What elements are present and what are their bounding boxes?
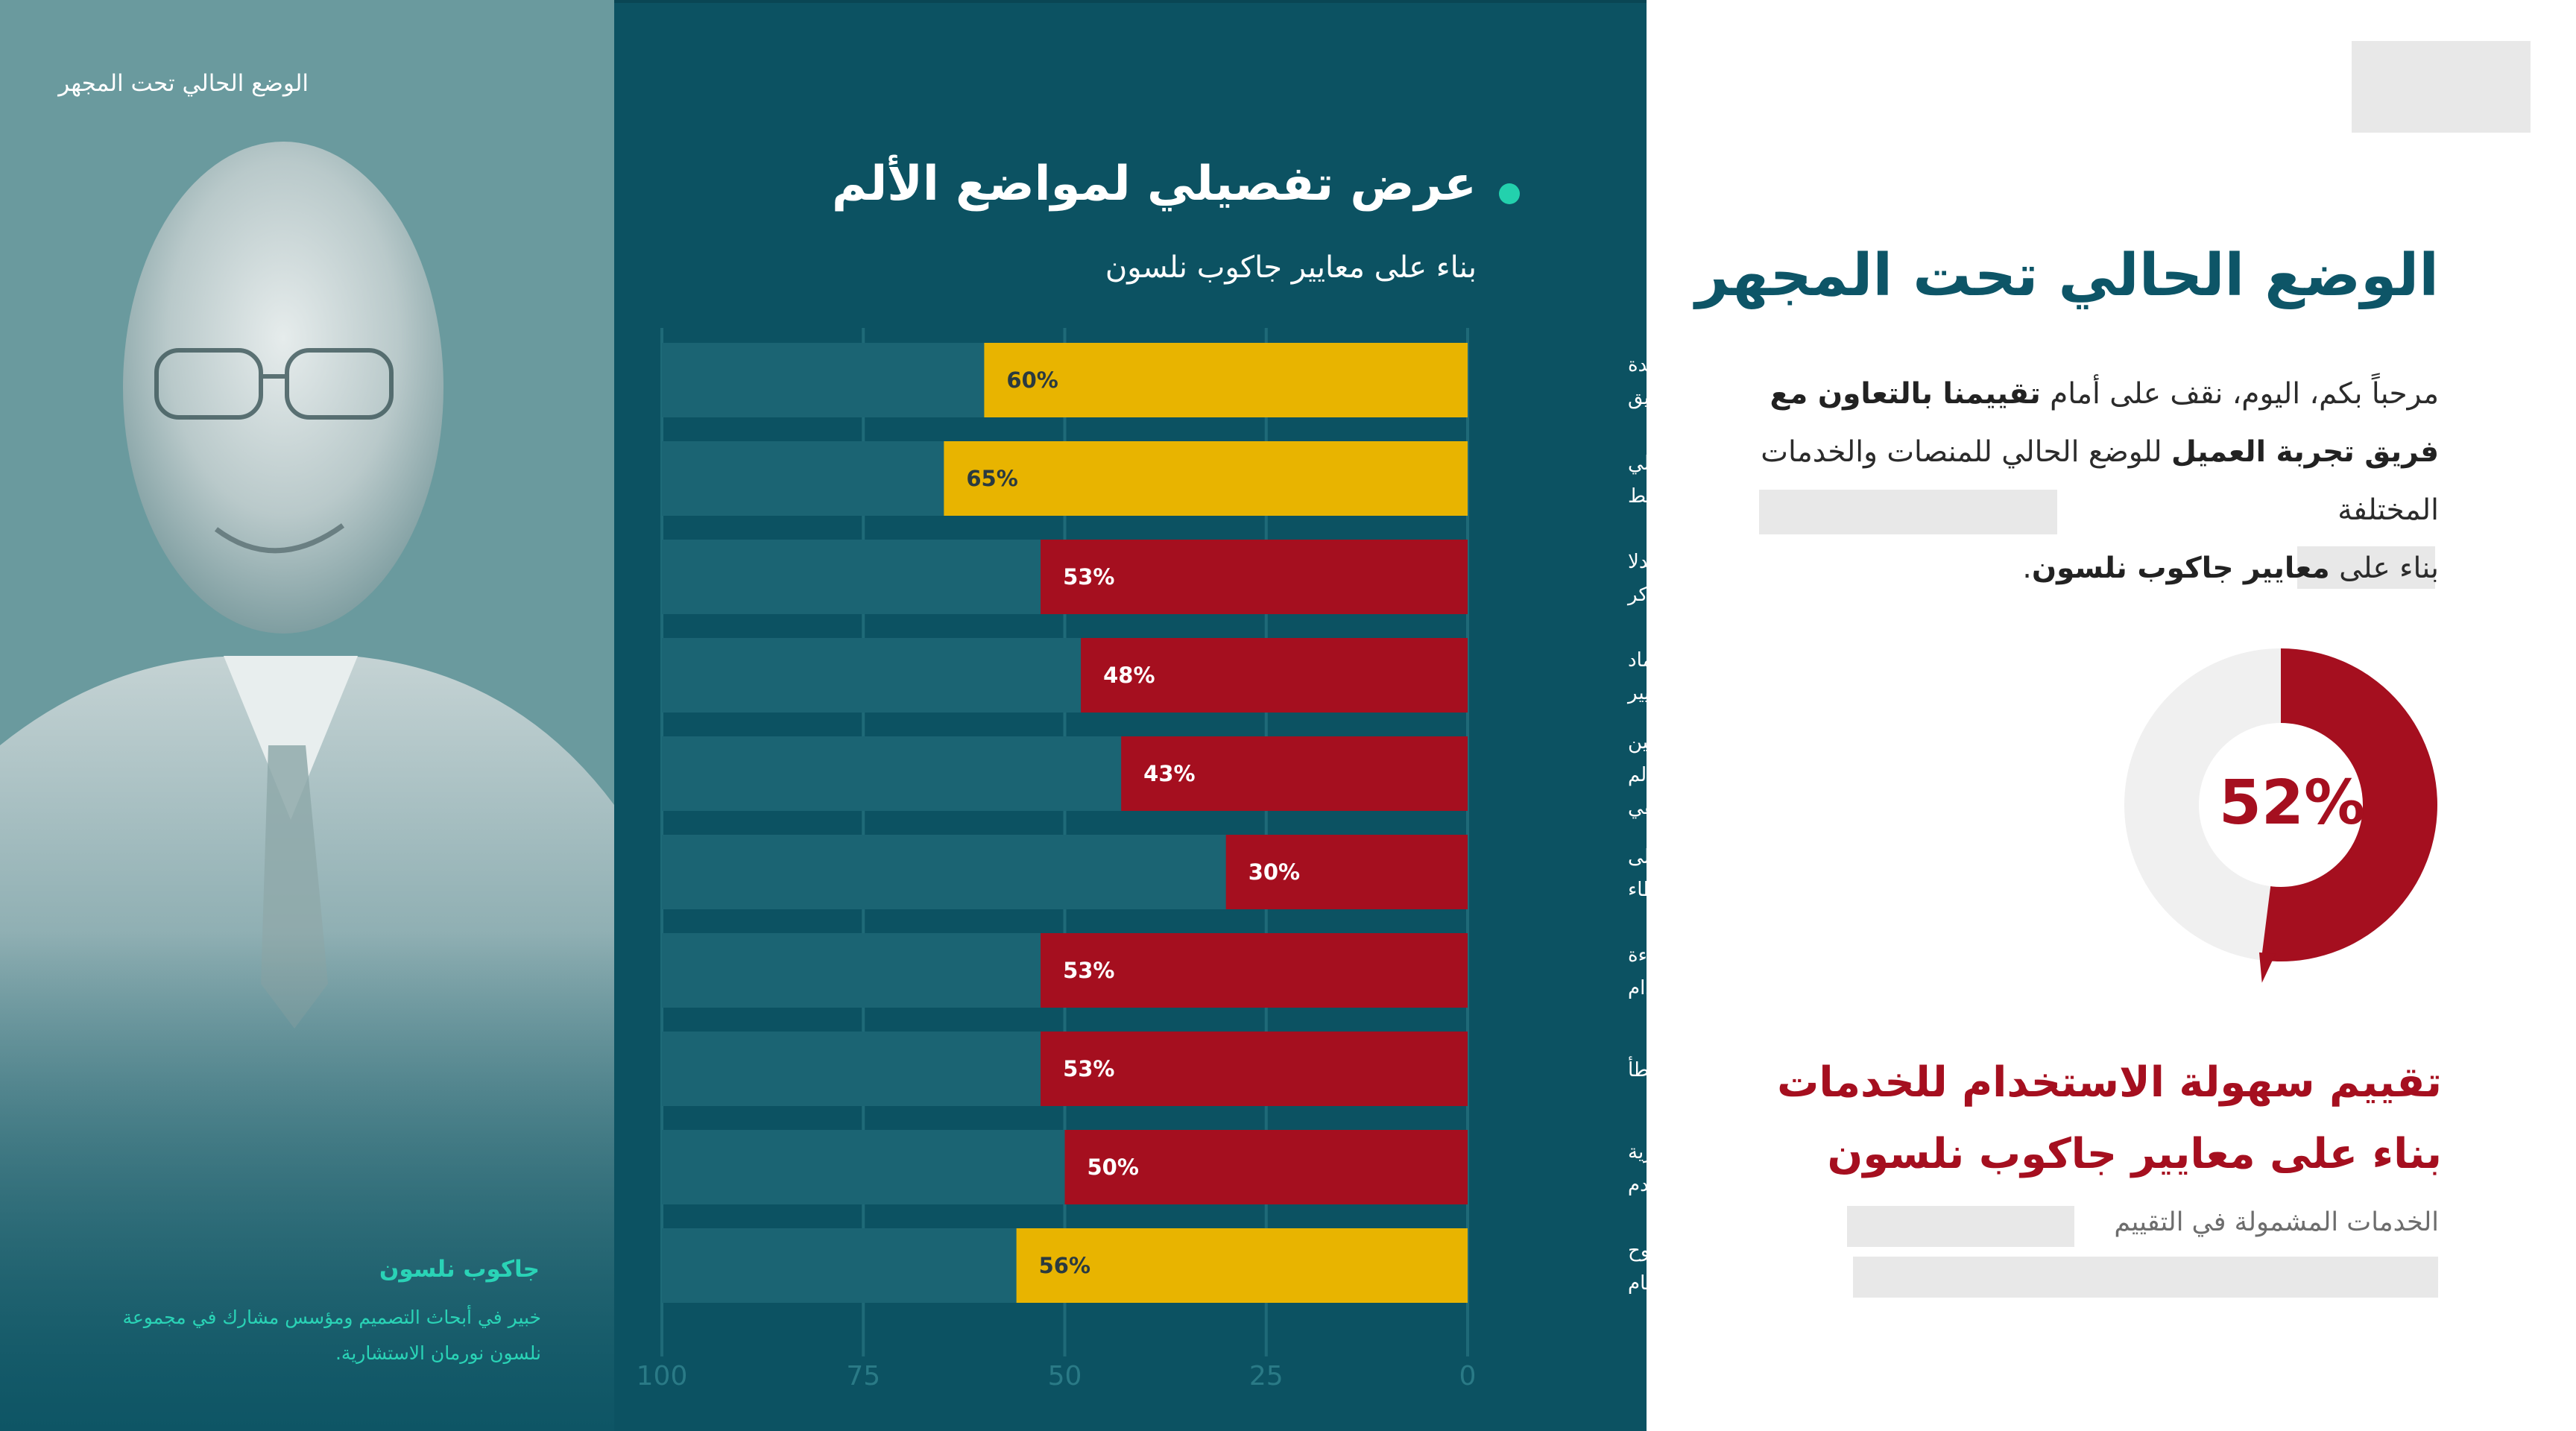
category-label: التطابق بين [1628, 731, 1721, 754]
photo-panel [0, 0, 614, 1431]
category-label: النظام والعالم [1628, 764, 1740, 786]
intro-text: مرحباً بكم، اليوم، نقف على أمام [2040, 377, 2439, 411]
intro-bold-criteria: معايير جاكوب نلسون [2031, 552, 2330, 585]
bar-value-label: 50% [1087, 1154, 1139, 1180]
donut-value-label: 52% [2218, 768, 2366, 838]
usability-subtitle-line1: تقييم سهولة الاستخدام للخدمات [1777, 1058, 2442, 1107]
bar-value-label: 53% [1063, 564, 1115, 590]
category-label: الاستخدام [1628, 977, 1707, 999]
x-tick-label: 50 [1047, 1361, 1082, 1391]
category-label: التعرف على [1628, 846, 1726, 868]
category-label: التصميم الجمالي [1628, 452, 1761, 475]
intro-text: . [2022, 552, 2032, 585]
intro-bold-evaluation: تقييمنا بالتعاون مع فريق تجربة العميل [1770, 377, 2439, 469]
placeholder-box [1847, 1206, 2074, 1247]
bar-chart [614, 328, 1761, 1416]
bar-value-label: 30% [1248, 859, 1301, 885]
category-label: من التذكر [1628, 584, 1707, 606]
donut-pointer [2259, 953, 2276, 983]
bar-value-label: 60% [1006, 367, 1058, 393]
x-tick-label: 100 [636, 1361, 688, 1391]
category-label: الحقيقي [1628, 797, 1693, 819]
category-label: المستخدم [1628, 1174, 1708, 1196]
category-label: والتوثيق [1628, 387, 1692, 409]
bar-value-label: 43% [1143, 761, 1196, 786]
usability-subtitle-line2: بناء على معايير جاكوب نلسون [1827, 1130, 2442, 1178]
category-label: حالة الوضوح [1628, 1239, 1729, 1262]
category-label: مرونة وكفاءة [1628, 944, 1734, 967]
bar-value-label: 53% [1063, 958, 1115, 983]
intro-paragraph [1693, 365, 2439, 598]
title-bullet-dot [1499, 183, 1520, 204]
x-tick-label: 75 [846, 1361, 881, 1391]
services-label: الخدمات المشمولة في التقييم [2114, 1207, 2439, 1237]
top-accent-line [614, 0, 1647, 3]
category-label: التناسق واعتماد [1628, 649, 1754, 672]
x-tick-label: 25 [1248, 1361, 1284, 1391]
portrait-image [0, 0, 614, 1431]
category-label: التعرف بدلا [1628, 551, 1718, 573]
category-label: تفادي الخطأ [1628, 1059, 1725, 1081]
bar-value-label: 48% [1103, 663, 1155, 688]
category-label: والبسيط [1628, 485, 1696, 508]
category-label: الأخطاء [1628, 879, 1688, 901]
placeholder-box [2352, 41, 2531, 133]
x-tick-label: 0 [1459, 1361, 1477, 1391]
chart-subtitle: بناء على معايير جاكوب نلسون [1105, 250, 1477, 285]
placeholder-box [1853, 1257, 2438, 1298]
category-label: المساعدة [1628, 354, 1706, 376]
bar-value-label: 65% [966, 466, 1018, 491]
bar [944, 441, 1468, 516]
intro-text: بناء على [2329, 552, 2439, 585]
main-title: الوضع الحالي تحت المجهر [1695, 242, 2439, 309]
photo-panel-header: الوضع الحالي تحت المجهر [58, 70, 309, 97]
intro-text: للوضع الحالي للمنصات والخدمات المختلفة [1761, 435, 2439, 527]
category-label: المعايير [1628, 682, 1688, 704]
category-label: في النظام [1628, 1272, 1711, 1295]
category-label: التحكم وحرية [1628, 1141, 1735, 1163]
person-name: جاكوب نلسون [379, 1256, 540, 1283]
chart-title: عرض تفصيلي لمواضع الألم [832, 157, 1477, 212]
usability-subtitle [1547, 1047, 2442, 1190]
bar-value-label: 56% [1038, 1253, 1091, 1278]
bar-value-label: 53% [1063, 1056, 1115, 1081]
person-bio: خبير في أبحاث التصميم ومؤسس مشارك في مجموعة نلسون نورمان الاستشارية. [122, 1307, 541, 1364]
